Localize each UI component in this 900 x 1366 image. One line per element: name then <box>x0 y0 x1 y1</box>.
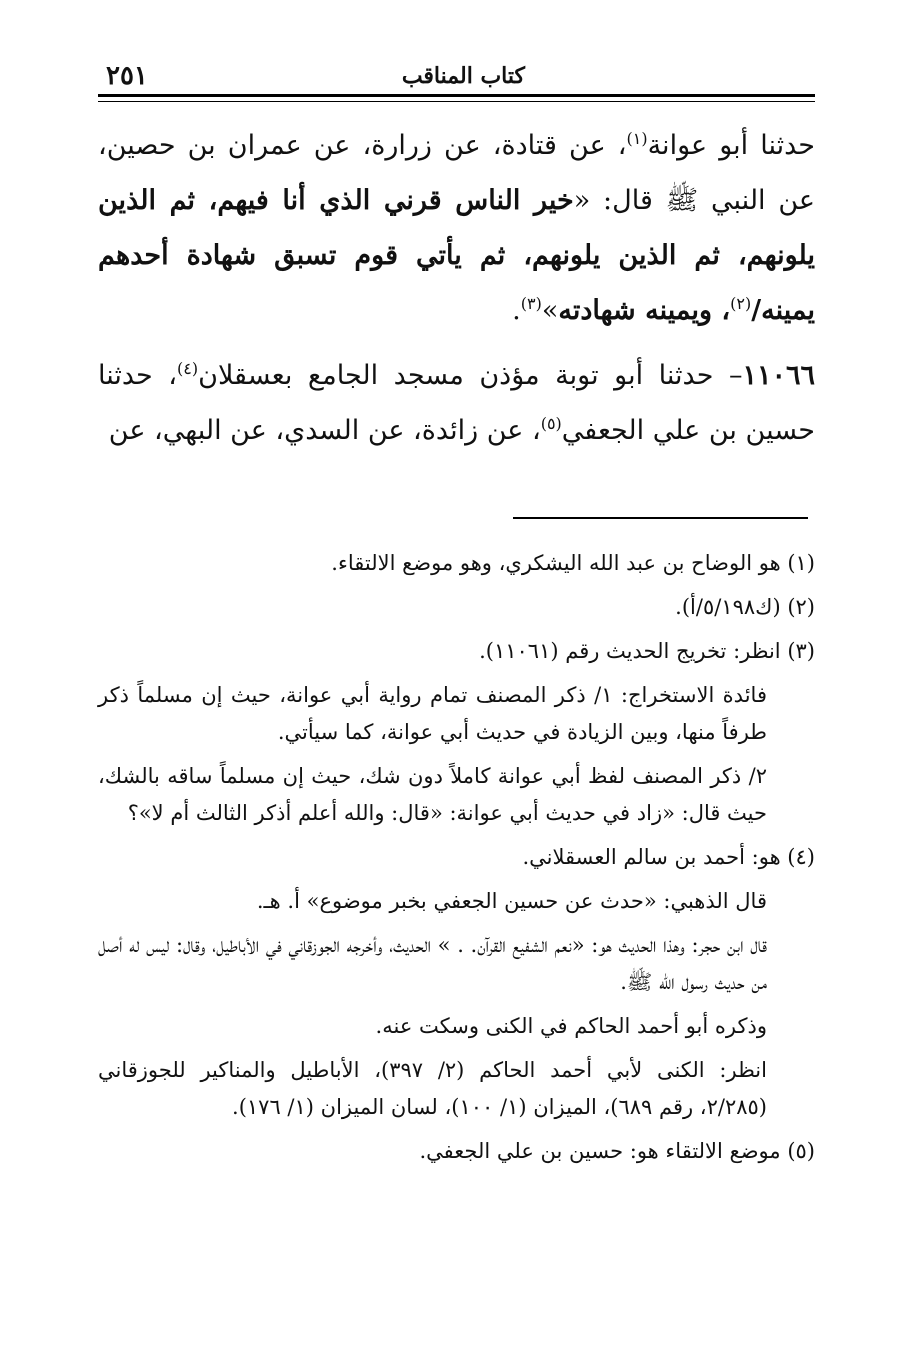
main-text <box>98 118 815 458</box>
running-header <box>98 55 815 97</box>
paragraph-1 <box>98 118 815 338</box>
text-run: ، عن زائدة، عن السدي، عن البهي، عن <box>108 415 541 446</box>
page-number: ٢٥١ <box>106 61 148 91</box>
footnote-1: (١) هو الوضاح بن عبد الله اليشكري، وهو موضع الالتقاء. <box>331 551 815 575</box>
text-run: حدثنا أبو عوانة <box>647 130 815 161</box>
footnote-3-benefit-1: فائدة الاستخراج: ١/ ذكر المصنف تمام رواية أبي عوانة، حيث إن مسلماً ذكر طرفاً منها، وبين الزيادة في حديث أبي عوانة، كما سيأتي. <box>98 683 767 744</box>
footnote-ref: (٢) <box>730 294 752 313</box>
text-run: » <box>541 295 559 326</box>
footnote-ref: (٤) <box>177 359 199 378</box>
footnote-ref: (٥) <box>540 414 562 433</box>
header-title: كتاب المناقب <box>401 63 525 89</box>
footnote-4: (٤) هو: أحمد بن سالم العسقلاني. <box>522 845 815 869</box>
text-run: . <box>512 295 521 326</box>
footnote-2: (٢) (ك٥/١٩٨/أ). <box>675 595 815 619</box>
hadith-text: شهادته <box>558 295 636 326</box>
footnote-4-dhahabi: قال الذهبي: «حدث عن حسين الجعفي بخبر موضوع» أ. هـ. <box>256 889 767 913</box>
footnote-4-ibn-hajar: قال ابن حجر: وهذا الحديث هو: «نعم الشفيع القرآن. . » الحديث، وأخرجه الجوزقاني في الأباطيل، وقال: ليس له أصل من حديث رسول الله ﷺ. <box>98 933 767 994</box>
text-run: ، ويمينه <box>635 295 731 326</box>
hadith-text: خير الناس قرني الذي أنا فيهم، ثم الذين يلونهم، ثم الذين يلونهم، ثم يأتي قوم تسبق شهادة أحدهم يمينه/ <box>98 185 815 326</box>
footnote-4-hakim: وذكره أبو أحمد الحاكم في الكنى وسكت عنه. <box>375 1014 767 1038</box>
text-run: – حدثنا أبو توبة مؤذن مسجد الجامع بعسقلان <box>198 360 743 391</box>
footnote-5: (٥) موضع الالتقاء هو: حسين بن علي الجعفي. <box>419 1139 815 1163</box>
header-rule-thin <box>98 101 815 102</box>
text-run: ، حدثنا حسين بن علي الجعفي <box>98 360 815 446</box>
text-run: ، عن قتادة، عن زرارة، عن عمران بن حصين، عن النبي ﷺ قال: « <box>98 130 815 216</box>
header-rule <box>98 94 815 97</box>
footnote-3: (٣) انظر: تخريج الحديث رقم (١١٠٦١). <box>479 639 815 663</box>
paragraph-2 <box>98 348 815 458</box>
footnote-ref: (٣) <box>520 294 542 313</box>
footnote-separator <box>513 517 808 519</box>
footnote-ref: (١) <box>626 129 648 148</box>
hadith-number: ١١٠٦٦ <box>742 360 815 391</box>
footnotes <box>98 545 815 1177</box>
footnote-4-references: انظر: الكنى لأبي أحمد الحاكم (٢/ ٣٩٧)، الأباطيل والمناكير للجوزقاني (٢/٢٨٥، رقم ٦٨٩)، الميزان (١/ ١٠٠)، لسان الميزان (١/ ١٧٦). <box>98 1058 767 1119</box>
footnote-3-benefit-2: ٢/ ذكر المصنف لفظ أبي عوانة كاملاً دون شك، حيث إن مسلماً ساقه بالشك، حيث قال: «زاد في حديث أبي عوانة: «قال: والله أعلم أذكر الثالث أم لا»؟ <box>98 764 767 825</box>
